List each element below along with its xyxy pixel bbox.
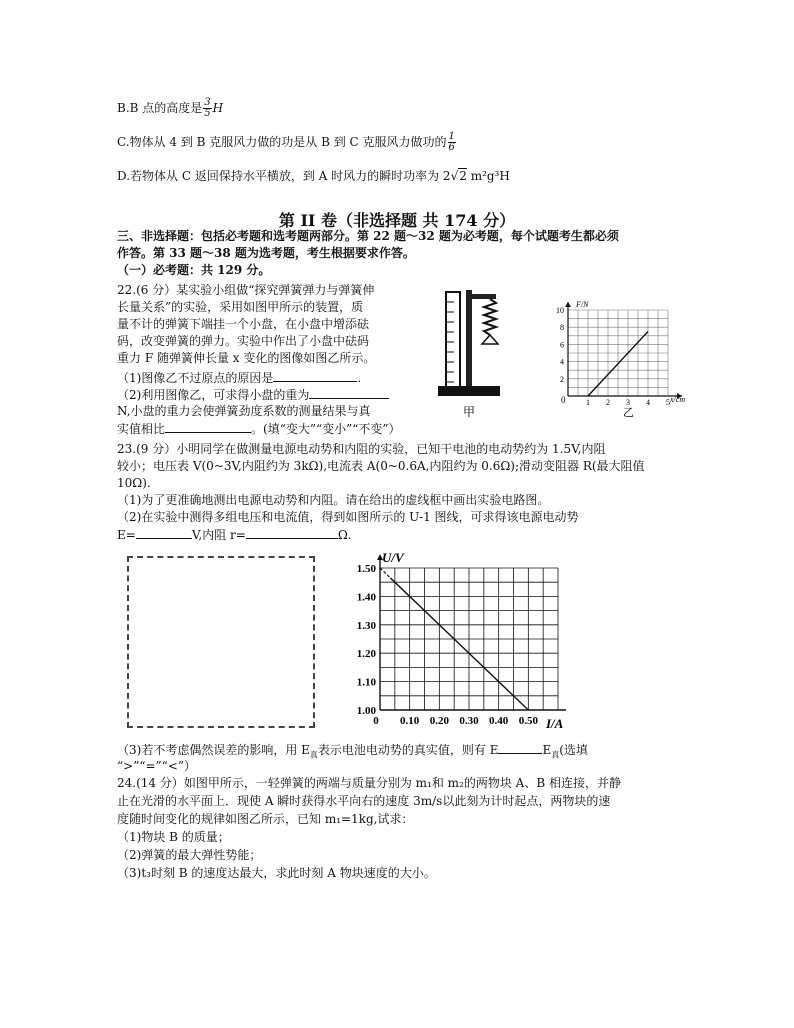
q22-line-9: 实值相比 。(填“变大”“变小”“不变”）	[117, 422, 401, 436]
q23-line-8: “>”“=”“<”）	[117, 759, 196, 773]
q23-line-4: （1)为了更准确地测出电源电动势和内阻。请在给出的虚线框中画出实验电路图。	[117, 493, 550, 507]
apparatus-spring	[484, 299, 496, 335]
q23-line-2: 较小；电压表 V(0~3V,内阻约为 3kΩ),电流表 A(0~0.6A,内阻约为 0.6Ω);滑动变阻器 R(最大阻值	[117, 459, 645, 473]
x-tick-label: 2	[606, 398, 610, 407]
q24-line-4: （1)物块 B 的质量；	[117, 830, 230, 844]
x-tick-label: 1	[586, 398, 590, 407]
y-tick-label: 1.10	[356, 676, 376, 689]
y-axis-arrow	[565, 302, 571, 307]
option-b-prefix: B.B 点的高度是	[117, 101, 203, 115]
q22-answer-blank-2[interactable]	[309, 386, 389, 399]
q22-answer-blank-1[interactable]	[273, 369, 357, 382]
series-extrapolation-dashed	[380, 568, 390, 578]
y-tick-label: 1.50	[356, 563, 376, 575]
q23-line-1: 23.(9 分）小明同学在做测量电源电动势和内阻的实验，已知干电池的电动势约为 1.5V,内阻	[117, 442, 606, 456]
x-tick-label: 0.40	[489, 715, 509, 727]
x-tick-label: 5	[666, 398, 670, 407]
y-tick-label: 6	[560, 340, 564, 350]
chart-tick-labels	[357, 563, 539, 727]
q24-line-3: 度随时间变化的规律如图乙所示，已知 m₁=1kg,试求：	[117, 812, 414, 826]
series-line	[390, 578, 528, 710]
q23-line-6: E= V,内阻 r= Ω.	[117, 528, 352, 542]
x-tick-label: 0.30	[459, 715, 479, 727]
x-tick-label: 0.10	[400, 715, 420, 727]
option-d-sqrt: 2	[459, 169, 467, 183]
chart-axes	[377, 554, 566, 710]
y-tick-label: 1.00	[356, 705, 376, 717]
chart-title-label: 乙	[623, 407, 634, 419]
y-tick-label: 4	[560, 357, 564, 367]
chart-y-axis-label: F/N	[576, 300, 589, 309]
chart-grid	[568, 310, 668, 396]
q22-line-7: （2)利用图像乙，可求得小盘的重为	[117, 386, 389, 403]
q22-line-1: 22.(6 分）某实验小组做“探究弹簧弹力与弹簧伸	[117, 283, 375, 297]
q22-line-4: 码，改变弹簧的弹力。实验中作出了小盘中砝码	[117, 334, 370, 348]
chart-axes	[565, 302, 682, 399]
figure-apparatus-label: 甲	[462, 405, 476, 419]
apparatus-arm	[466, 294, 496, 299]
chart-tick-labels	[556, 306, 670, 407]
chart-grid	[380, 568, 558, 710]
section-title: 第 II 卷（非选择题 共 174 分）	[278, 211, 516, 230]
q22-line-2: 长量关系”的实验，采用如图甲所示的装置，质	[117, 300, 364, 314]
option-c-prefix: C.物体从 4 到 B 克服风力做的功是从 B 到 C 克服风力做功的	[117, 135, 447, 149]
q22-line-6: （1)图像乙不过原点的原因是 .	[117, 371, 362, 385]
option-b-suffix: H	[212, 101, 224, 115]
apparatus-stand	[466, 290, 472, 394]
apparatus-base	[438, 386, 500, 396]
y-tick-label: 1.30	[356, 619, 376, 632]
q23-line-3: 10Ω).	[117, 476, 151, 490]
q23-answer-blank-e[interactable]	[136, 526, 192, 539]
q22-line-8: N,小盘的重力会使弹簧劲度系数的测量结果与真	[117, 404, 371, 418]
q22-line-3: 量不计的弹簧下端挂一个小盘，在小盘中增添砝	[117, 317, 370, 331]
q24-line-2: 止在光滑的水平面上．现使 A 瞬时获得水平向右的速度 3m/s以此刻为计时起点，两物块的速	[117, 794, 611, 808]
option-b-fraction: $\frac{3}{5}$	[204, 97, 211, 119]
figure-apparatus	[436, 286, 518, 420]
option-b	[117, 98, 223, 119]
q24-line-6: （3)t₃时刻 B 的速度达最大，求此时刻 A 物块速度的大小。	[117, 866, 436, 880]
y-tick-label: 2	[560, 374, 564, 384]
chart-x-axis-label: x/cm	[670, 395, 686, 404]
option-c-fraction: $\frac{1}{6}$	[448, 131, 455, 153]
circuit-drawing-box[interactable]	[127, 556, 315, 728]
q23-line-5: （2)在实验中测得多组电压和电流值，得到如图所示的 U-1 图线，可求得该电源电动势	[117, 510, 579, 524]
q23-answer-blank-compare[interactable]	[498, 741, 542, 754]
q24-line-5: （2)弹簧的最大弹性势能；	[117, 848, 262, 862]
q23-line-7: （3)若不考虑偶然误差的影响，用 $E_真$表示电池电动势的真实值，则有 E $E_真$(选填	[117, 743, 588, 760]
chart-voltage-current	[340, 548, 594, 738]
y-tick-label: 1.40	[356, 591, 376, 604]
section-intro-2: 作答。第 33 题～38 题为选考题，考生根据要求作答。	[117, 246, 415, 260]
y-tick-label: 1.20	[356, 648, 376, 661]
x-tick-label: 0	[373, 715, 379, 727]
option-c	[117, 132, 457, 153]
apparatus-pan	[482, 335, 498, 344]
required-heading: （一）必考题：共 129 分。	[117, 263, 271, 277]
option-d: D.若物体从 C 返回保持水平横放，到 A 时风力的瞬时功率为 2√2 m²g³H	[117, 169, 510, 183]
chart-force-extension	[548, 298, 708, 420]
option-d-suffix: m²g³H	[466, 169, 510, 183]
chart-origin-label: 0	[561, 395, 566, 405]
section-intro-1: 三、非选择题：包括必考题和选考题两部分。第 22 题～32 题为必考题，每个试题考生都必须	[117, 229, 619, 243]
q24-line-1: 24.(14 分）如图甲所示，一轻弹簧的两端与质量分别为 m₁和 m₂的两物块 A、B 相连接，并静	[117, 776, 621, 790]
x-tick-label: 0.20	[429, 715, 449, 727]
q23-answer-blank-r[interactable]	[246, 526, 338, 539]
option-d-prefix: D.若物体从 C 返回保持水平横放，到 A 时风力的瞬时功率为 2	[117, 169, 451, 183]
chart-y-axis-label: U/V	[382, 550, 404, 565]
y-tick-label: 8	[560, 323, 564, 333]
q22-answer-blank-3[interactable]	[165, 420, 251, 433]
x-tick-label: 3	[626, 398, 630, 407]
x-tick-label: 0.50	[518, 715, 538, 727]
q22-line-5: 重力 F 随弹簧伸长量 x 变化的图像如图乙所示。	[117, 351, 376, 365]
chart-x-axis-label: I/A	[546, 716, 564, 731]
x-tick-label: 4	[646, 398, 650, 407]
y-tick-label: 10	[556, 306, 564, 315]
